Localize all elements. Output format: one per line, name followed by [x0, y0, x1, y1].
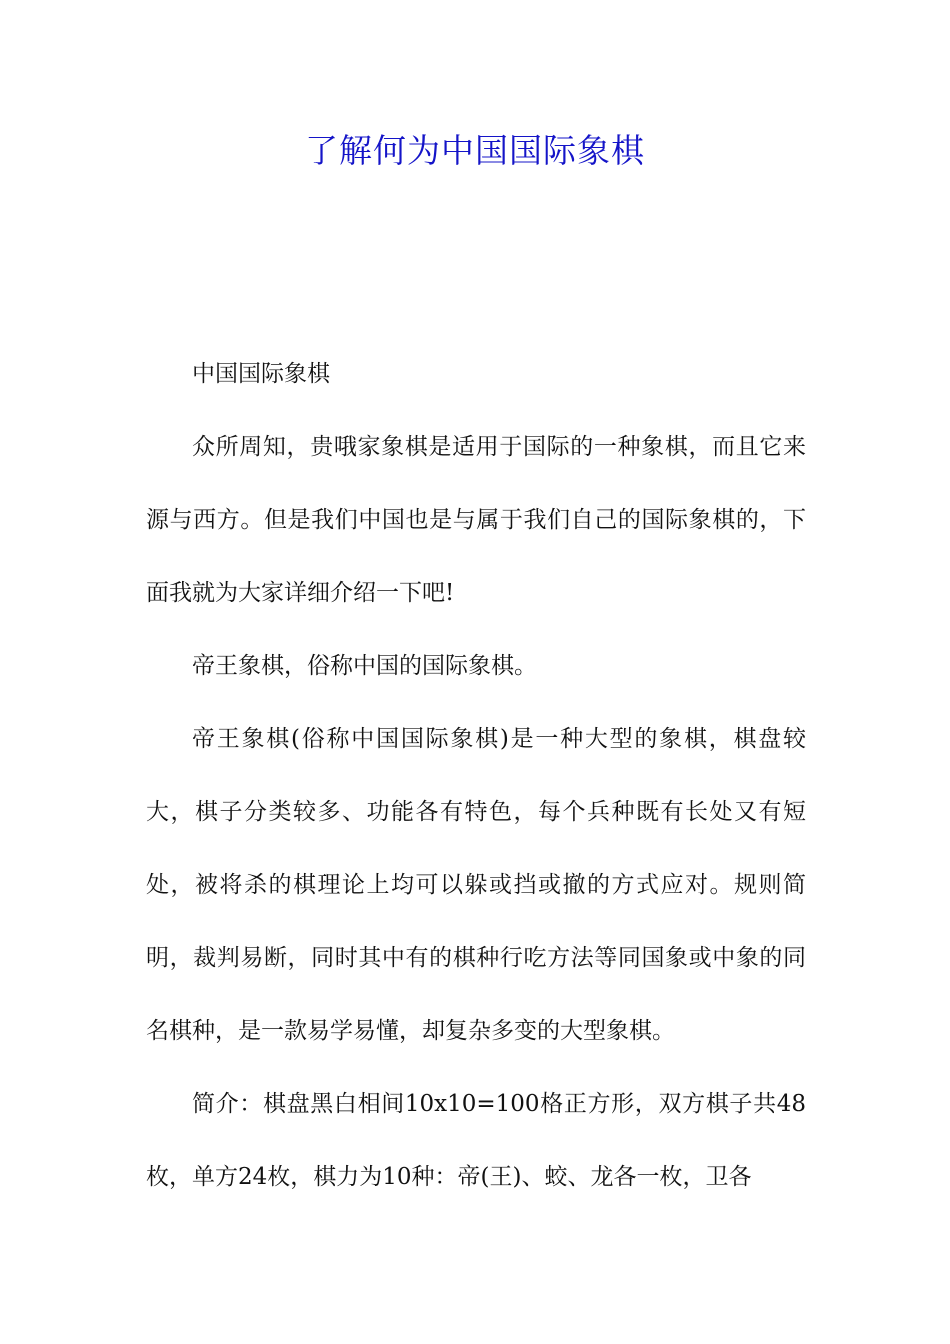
paragraph-heading: 中国国际象棋 [192, 361, 330, 387]
document-body [146, 338, 806, 1214]
paragraph-intro: 众所周知，贵哦家象棋是适用于国际的一种象棋，而且它来源与西方。但是我们中国也是与属于我们自己的国际象棋的，下面我就为大家详细介绍一下吧! [146, 434, 806, 606]
paragraph-alias: 帝王象棋，俗称中国的国际象棋。 [192, 653, 537, 679]
paragraph-description: 帝王象棋(俗称中国国际象棋)是一种大型的象棋，棋盘较大，棋子分类较多、功能各有特色，每个兵种既有长处又有短处，被将杀的棋理论上均可以躲或挡或撤的方式应对。规则简明，裁判易断，同时其中有的棋种行吃方法等同国象或中象的同名棋种，是一款易学易懂，却复杂多变的大型象棋。 [146, 726, 806, 1044]
document-title: 了解何为中国国际象棋 [305, 131, 645, 170]
paragraph-summary: 简介：棋盘黑白相间10x10=100格正方形，双方棋子共48枚，单方24枚，棋力为10种：帝(王)、蛟、龙各一枚，卫各 [146, 1091, 806, 1190]
